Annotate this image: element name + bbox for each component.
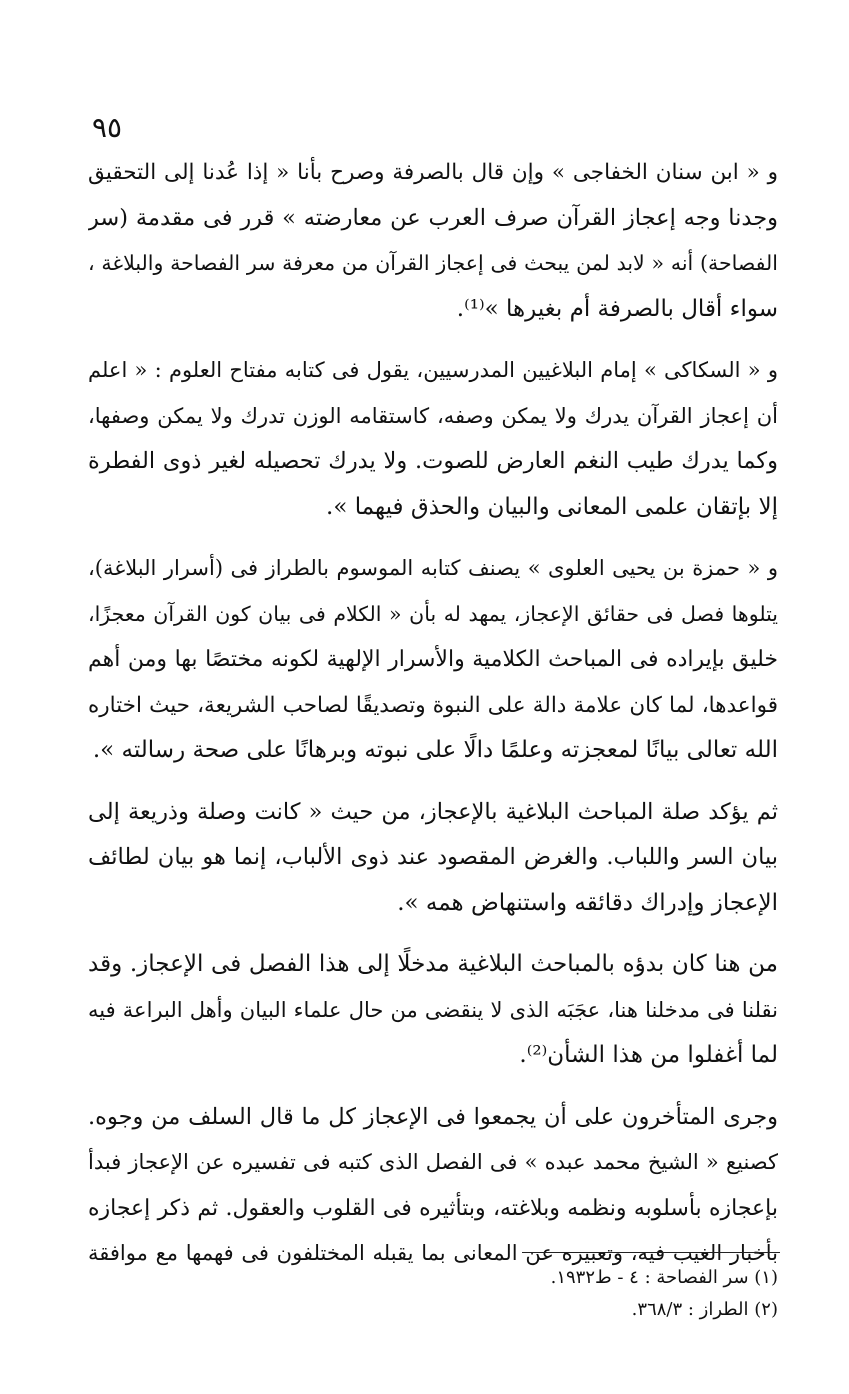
text-line: الإعجاز وإدراك دقائقه واستنهاض همه ». (397, 889, 778, 916)
text-line: قواعدها، لما كان علامة دالة على النبوة وتصديقًا لصاحب الشريعة، حيث اختاره (88, 692, 778, 718)
body-text (88, 150, 778, 1293)
text-line: إلا بإتقان علمى المعانى والبيان والحذق فيهما ». (326, 493, 778, 520)
text-line: خليق بإيراده فى المباحث الكلامية والأسرار الإلهية لكونه مختصًا بها ومن أهم (88, 647, 778, 672)
text-line: وجدنا وجه إعجاز القرآن صرف العرب عن معارضته » قرر فى مقدمة (سر (88, 204, 778, 231)
footnote-2: (٢) الطراز : ٣٦٨/٣. (631, 1299, 778, 1320)
text-line: بيان السر واللباب. والغرض المقصود عند ذوى الألباب، إنما هو بيان لطائف (88, 844, 778, 870)
paragraph-2 (88, 348, 778, 530)
text-line: الفصاحة) أنه « لابد لمن يبحث فى إعجاز القرآن من معرفة سر الفصاحة والبلاغة ، (88, 251, 778, 275)
text-line: بأخبار الغيب فيه، وتعبيره عن المعانى بما يقبله المختلفون فى فهمها مع موافقة (88, 1241, 778, 1265)
footnotes (88, 1262, 778, 1326)
paragraph-3 (88, 546, 778, 774)
text-line: و « ابن سنان الخفاجى » وإن قال بالصرفة وصرح بأنا « إذا عُدنا إلى التحقيق (88, 160, 778, 185)
text-line: الله تعالى بيانًا لمعجزته وعلمًا دالًا على نبوته وبرهانًا على صحة رسالته ». (92, 737, 778, 763)
text-line: بإعجازه بأسلوبه ونظمه وبلاغته، وبتأثيره فى القلوب والعقول. ثم ذكر إعجازه (88, 1195, 778, 1221)
paragraph-6 (88, 1095, 778, 1277)
footnote-divider (522, 1252, 780, 1253)
paragraph-5 (88, 942, 778, 1079)
text-line: كصنيع « الشيخ محمد عبده » فى الفصل الذى كتبه فى تفسيره عن الإعجاز فبدأ (88, 1150, 778, 1174)
text-line: أن إعجاز القرآن يدرك ولا يمكن وصفه، كاستقامه الوزن تدرك ولا يمكن وصفها، (88, 403, 778, 428)
text-line: يتلوها فصل فى حقائق الإعجاز، يمهد له بأن « الكلام فى بيان كون القرآن معجزًا، (88, 601, 778, 626)
text-line: وجرى المتأخرون على أن يجمعوا فى الإعجاز كل ما قال السلف من وجوه. (88, 1103, 778, 1130)
footnote-1: (١) سر الفصاحة : ٤ - ط١٩٣٢. (550, 1267, 778, 1288)
text-line: سواء أقال بالصرفة أم بغيرها »⁽¹⁾. (456, 295, 778, 322)
text-line: و « حمزة بن يحيى العلوى » يصنف كتابه الموسوم بالطراز فى (أسرار البلاغة)، (88, 556, 778, 580)
text-line: لما أغفلوا من هذا الشأن⁽²⁾. (519, 1042, 778, 1068)
paragraph-4 (88, 790, 778, 927)
text-line: وكما يدرك طيب النغم العارض للصوت. ولا يدرك تحصيله لغير ذوى الفطرة (88, 448, 778, 474)
text-line: و « السكاكى » إمام البلاغيين المدرسيين، يقول فى كتابه مفتاح العلوم : « اعلم (88, 358, 778, 382)
text-line: من هنا كان بدؤه بالمباحث البلاغية مدخلًا إلى هذا الفصل فى الإعجاز. وقد (88, 951, 778, 977)
page-number: ٩٥ (92, 111, 123, 144)
paragraph-1 (88, 150, 778, 332)
text-line: ثم يؤكد صلة المباحث البلاغية بالإعجاز، من حيث « كانت وصلة وذريعة إلى (88, 798, 778, 825)
text-line: نقلنا فى مدخلنا هنا، عجَبَه الذى لا ينقضى من حال علماء البيان وأهل البراعة فيه (88, 997, 778, 1022)
